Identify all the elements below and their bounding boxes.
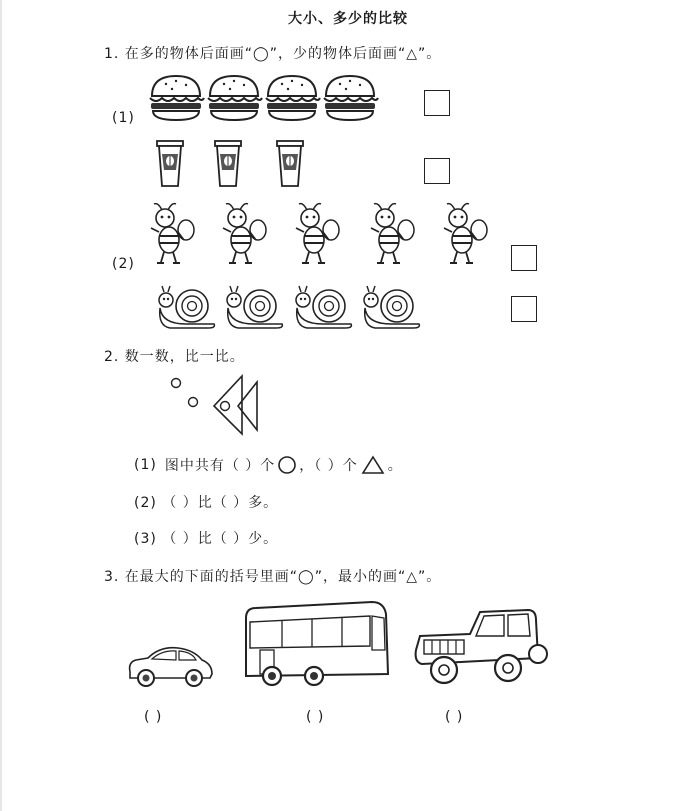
q1-prompt: 1. 在多的物体后面画“◯”，少的物体后面画“△”。 (104, 46, 442, 62)
q3-prompt: 3. 在最大的下面的括号里画“◯”，最小的画“△”。 (104, 569, 442, 585)
small-circle-icon (221, 402, 230, 411)
triangle-icon (362, 455, 384, 475)
triangle-icon (238, 382, 257, 430)
bee-icon (223, 204, 266, 263)
snail-row (156, 284, 426, 334)
q2-prompt: 2. 数一数，比一比。 (104, 349, 245, 365)
snail-icon (296, 286, 351, 328)
q2-line1-label: (1) (134, 457, 157, 473)
answer-box-hamburgers[interactable] (424, 90, 450, 116)
q1-part2-label: (2) (112, 256, 135, 272)
q2-line1-text-c: 。 (387, 458, 403, 474)
bus-icon (242, 600, 392, 690)
q2-line1-text-b: ，（ ）个 (299, 458, 358, 474)
car-icon (126, 642, 214, 690)
snail-icon (159, 286, 214, 328)
answer-box-bees[interactable] (511, 245, 537, 271)
bee-icon (151, 204, 194, 263)
answer-blank-car[interactable]: ( ) (144, 709, 163, 725)
q2-line1 (134, 455, 403, 475)
drink-cup-icon (157, 141, 183, 186)
drink-cup-row (156, 140, 316, 190)
hamburger-icon (324, 76, 378, 120)
hamburger-row (148, 74, 378, 124)
bee-icon (296, 204, 339, 263)
page-title: 大小、多少的比较 (288, 11, 408, 27)
drink-cup-icon (215, 141, 241, 186)
drink-cup-icon (277, 141, 303, 186)
q2-line2: (2) （ ）比（ ）多。 (134, 495, 279, 511)
answer-box-snails[interactable] (511, 296, 537, 322)
small-circle-icon (172, 379, 181, 388)
page-edge (0, 0, 2, 811)
circle-icon (277, 455, 297, 475)
answer-blank-jeep[interactable]: ( ) (445, 709, 464, 725)
snail-icon (364, 286, 419, 328)
bee-icon (371, 204, 414, 263)
q1-part1-label: (1) (112, 110, 135, 126)
hamburger-icon (266, 76, 320, 120)
bee-row (148, 200, 508, 270)
snail-icon (227, 286, 282, 328)
answer-box-cups[interactable] (424, 158, 450, 184)
q2-line1-text-a: 图中共有（ ）个 (164, 458, 276, 474)
hamburger-icon (208, 76, 262, 120)
bee-icon (444, 204, 487, 263)
answer-blank-bus[interactable]: ( ) (306, 709, 325, 725)
hamburger-icon (150, 76, 204, 120)
shapes-figure (168, 374, 268, 438)
jeep-icon (410, 606, 550, 690)
q2-line3: (3) （ ）比（ ）少。 (134, 531, 279, 547)
small-circle-icon (189, 398, 198, 407)
